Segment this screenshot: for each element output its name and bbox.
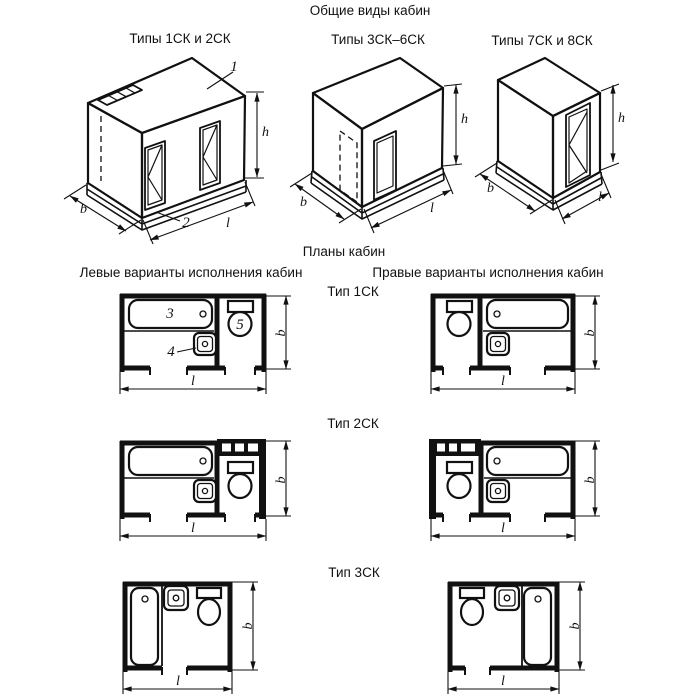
length-dimension-line bbox=[562, 193, 609, 219]
width-dimension-label: b bbox=[583, 329, 598, 337]
plan-type-1-left bbox=[120, 294, 291, 394]
cabin-front-face bbox=[142, 96, 245, 218]
height-extension-lines bbox=[443, 84, 462, 166]
label-types-3-6: Типы 3СК–6СК bbox=[331, 32, 425, 47]
cabin-top-face bbox=[313, 58, 443, 129]
height-extension-lines bbox=[601, 84, 619, 170]
width-dimension-label: b bbox=[80, 202, 87, 217]
length-dimension-label: l bbox=[191, 374, 195, 389]
plan-type-2-right bbox=[429, 439, 600, 541]
width-dimension-label: b bbox=[300, 195, 307, 210]
vent-opening bbox=[449, 444, 457, 452]
length-dimension-label: l bbox=[501, 374, 505, 389]
height-dimension-label: h bbox=[618, 111, 625, 126]
height-dimension-label: h bbox=[461, 112, 468, 127]
toilet-cistern bbox=[447, 462, 472, 473]
plan-type-3-label: Тип 3СК bbox=[328, 565, 380, 580]
general-views-title: Общие виды кабин bbox=[309, 3, 431, 18]
length-dimension-label: l bbox=[598, 190, 602, 205]
vent-opening bbox=[235, 444, 244, 452]
door-jamb-ticks bbox=[162, 667, 187, 675]
width-dimension-label: b bbox=[568, 622, 583, 630]
plan-type-1-label: Тип 1СК bbox=[327, 284, 379, 299]
toilet-bowl bbox=[448, 474, 471, 498]
iso-cabin-types-3-6 bbox=[290, 58, 468, 233]
bathtub bbox=[487, 300, 568, 328]
washbasin-callout-number: 4 bbox=[167, 344, 175, 360]
toilet-cistern bbox=[460, 588, 484, 598]
bathtub bbox=[487, 447, 568, 475]
width-dimension-label: b bbox=[487, 181, 494, 196]
door-frame bbox=[377, 136, 393, 193]
toilet-cistern bbox=[228, 462, 253, 473]
bathtub bbox=[131, 588, 158, 665]
length-dimension-label: l bbox=[176, 674, 180, 689]
cabin-base-slab bbox=[496, 161, 602, 210]
length-dimension-label: l bbox=[501, 674, 505, 689]
vent-opening bbox=[222, 444, 231, 452]
door-frame-right bbox=[203, 125, 217, 185]
callout-base-number: 2 bbox=[182, 215, 190, 231]
label-types-1-2: Типы 1СК и 2СК bbox=[129, 31, 231, 46]
cabin-top-face bbox=[88, 58, 245, 133]
width-dimension-label: b bbox=[241, 622, 256, 630]
width-dimension-label: b bbox=[274, 476, 289, 484]
width-dimension-label: b bbox=[583, 476, 598, 484]
right-variants-header: Правые варианты исполнения кабин bbox=[372, 265, 604, 280]
length-dimension-label: l bbox=[430, 201, 434, 216]
left-variants-header: Левые варианты исполнения кабин bbox=[79, 265, 303, 280]
length-dimension-label: l bbox=[226, 216, 230, 231]
door-jamb-ticks bbox=[465, 667, 490, 675]
plan-type-2-left bbox=[120, 439, 291, 541]
toilet-bowl bbox=[461, 599, 483, 625]
length-dimension-label: l bbox=[501, 521, 505, 536]
cabin-top-face bbox=[498, 58, 600, 116]
plan-type-1-right bbox=[431, 294, 600, 394]
length-dimension-label: l bbox=[191, 521, 195, 536]
vent-opening bbox=[461, 444, 475, 452]
plan-type-2-label: Тип 2СК bbox=[327, 416, 379, 431]
toilet-bowl bbox=[198, 599, 220, 625]
plan-type-3-right bbox=[448, 582, 585, 694]
vent-shaft-wall bbox=[259, 439, 266, 519]
height-dimension-label: h bbox=[262, 125, 269, 140]
toilet-cistern bbox=[228, 301, 253, 312]
toilet-cistern bbox=[447, 301, 472, 312]
toilet-bowl bbox=[229, 474, 252, 498]
vent-opening bbox=[248, 444, 258, 452]
toilet-bowl bbox=[448, 312, 471, 336]
label-types-7-8: Типы 7СК и 8СК bbox=[491, 33, 593, 48]
width-dimension-label: b bbox=[274, 329, 289, 337]
plans-title: Планы кабин bbox=[302, 244, 386, 259]
plan-type-3-left bbox=[123, 582, 258, 694]
callout-panel-number: 1 bbox=[230, 59, 238, 75]
bathtub bbox=[524, 588, 551, 665]
bathtub-callout-number: 3 bbox=[166, 306, 174, 322]
toilet-callout-number: 5 bbox=[236, 317, 244, 333]
iso-cabin-types-1-2 bbox=[64, 58, 269, 244]
callout-leader-panel bbox=[207, 72, 233, 89]
vent-shaft-wall bbox=[429, 439, 436, 519]
door-frame bbox=[569, 109, 587, 183]
vent-opening bbox=[437, 444, 445, 452]
toilet-cistern bbox=[197, 588, 221, 598]
iso-cabin-types-7-8 bbox=[475, 58, 625, 224]
door-frame-left bbox=[148, 145, 162, 205]
